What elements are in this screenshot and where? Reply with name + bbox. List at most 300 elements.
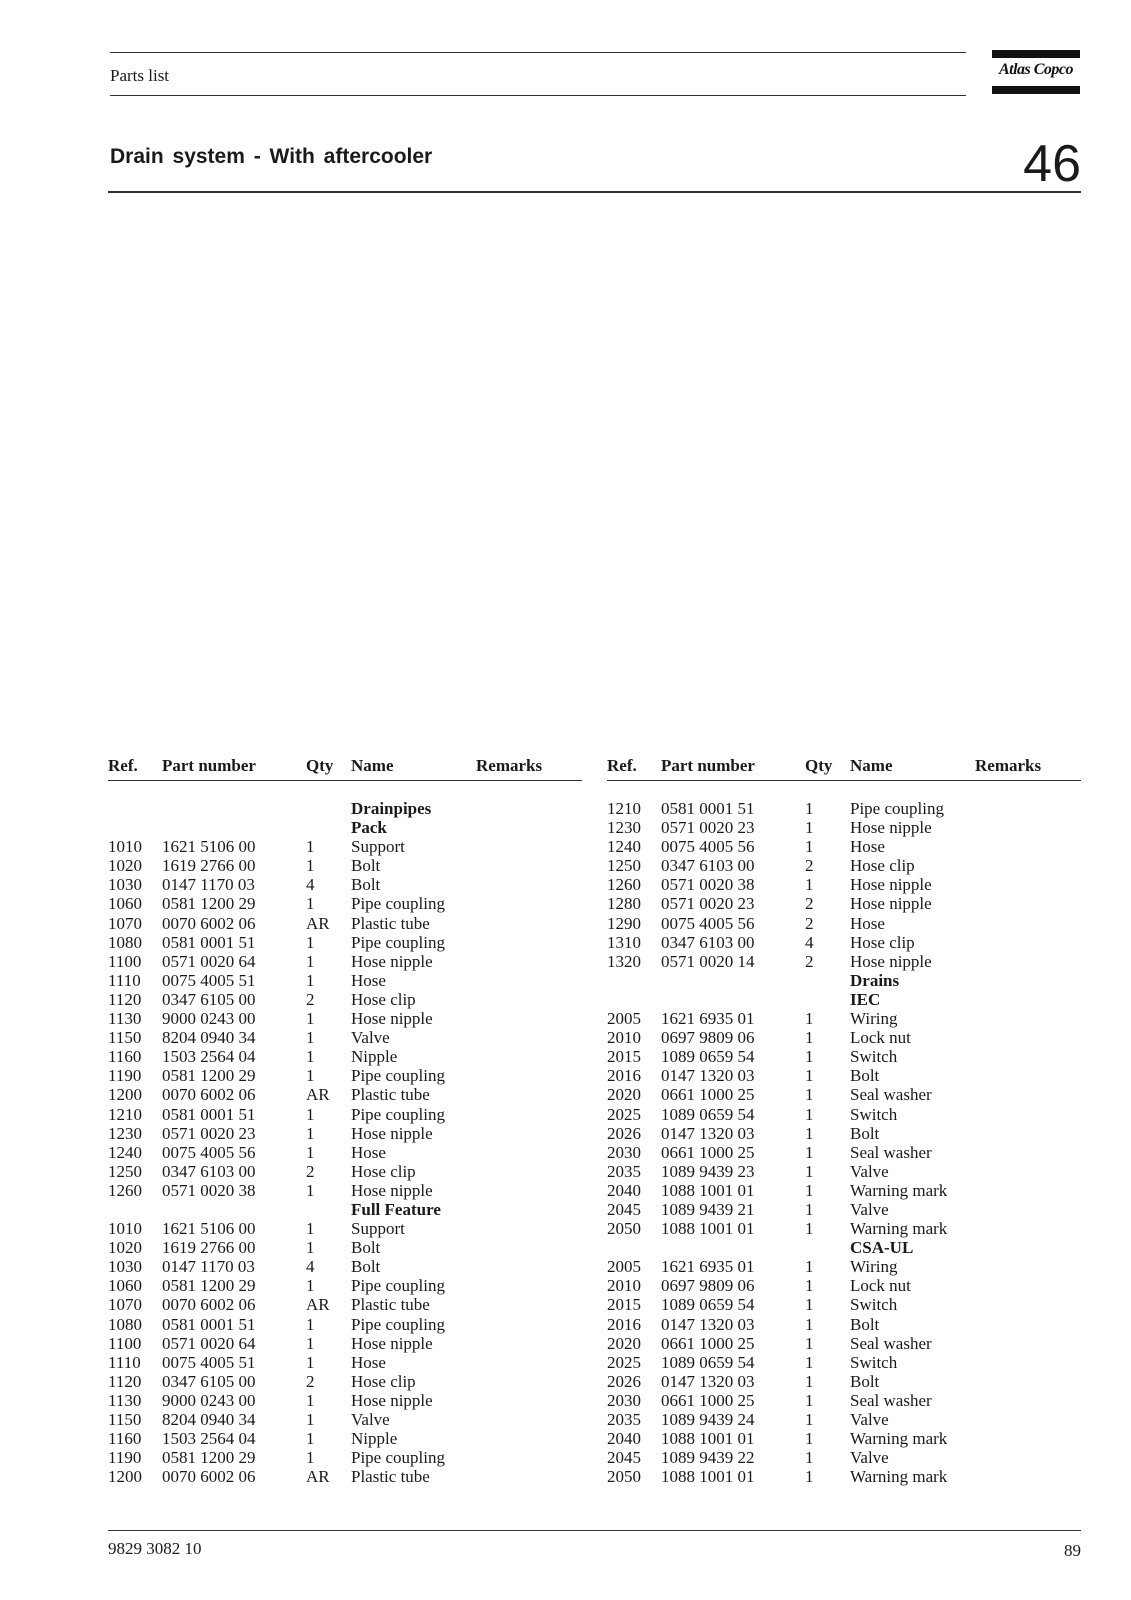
- cell-ref: 1240: [108, 1142, 142, 1162]
- cell-qty: 1: [306, 1448, 315, 1468]
- cell-qty: 1: [805, 1333, 814, 1353]
- header-rule-bottom: [110, 95, 966, 96]
- cell-part-number: 1089 9439 23: [661, 1161, 755, 1181]
- cell-qty: 1: [805, 1142, 814, 1162]
- cell-ref: 1290: [607, 913, 641, 933]
- page-title: Drain system - With aftercooler: [110, 145, 433, 168]
- table-row: [607, 1315, 1081, 1334]
- header-remarks: Remarks: [476, 756, 543, 775]
- cell-name: CSA-UL: [850, 1238, 914, 1258]
- cell-qty: 2: [306, 1161, 315, 1181]
- cell-name: Pipe coupling: [351, 1104, 445, 1124]
- cell-qty: 1: [805, 875, 814, 895]
- cell-name: Bolt: [850, 1314, 880, 1334]
- cell-name: Hose nipple: [850, 818, 932, 838]
- cell-part-number: 0075 4005 51: [162, 1352, 256, 1372]
- cell-part-number: 9000 0243 00: [162, 1009, 256, 1029]
- cell-ref: 1150: [108, 1028, 142, 1048]
- cell-ref: 1070: [108, 1295, 142, 1315]
- table-row: [108, 1295, 582, 1314]
- cell-name: Support: [351, 1219, 405, 1239]
- section-label: Parts list: [110, 66, 170, 85]
- cell-qty: 1: [805, 1314, 814, 1334]
- header-name: Name: [850, 756, 893, 775]
- cell-part-number: 0347 6105 00: [162, 1371, 256, 1391]
- cell-part-number: 0347 6105 00: [162, 989, 256, 1009]
- cell-name: Hose: [351, 1352, 386, 1372]
- cell-name: Seal washer: [850, 1333, 932, 1353]
- cell-part-number: 0075 4005 56: [661, 837, 755, 857]
- cell-ref: 2026: [607, 1371, 641, 1391]
- section-heading-row: [108, 1200, 582, 1219]
- cell-part-number: 0661 1000 25: [661, 1085, 755, 1105]
- cell-qty: 1: [805, 1199, 814, 1219]
- header-remarks: Remarks: [975, 756, 1042, 775]
- cell-part-number: 0347 6103 00: [162, 1161, 256, 1181]
- cell-part-number: 0581 0001 51: [162, 1104, 256, 1124]
- cell-qty: 1: [805, 1009, 814, 1029]
- cell-name: Seal washer: [850, 1390, 932, 1410]
- cell-qty: 1: [306, 856, 315, 876]
- table-row: [607, 1391, 1081, 1410]
- table-row: [108, 1162, 582, 1181]
- header-ref: Ref.: [108, 756, 138, 775]
- cell-name: Lock nut: [850, 1028, 911, 1048]
- cell-part-number: 0070 6002 06: [162, 1085, 256, 1105]
- table-row: [108, 837, 582, 856]
- cell-ref: 1130: [108, 1009, 142, 1029]
- cell-part-number: 0347 6103 00: [661, 932, 755, 952]
- cell-name: Plastic tube: [351, 913, 430, 933]
- table-row: [108, 952, 582, 971]
- table-row: [108, 1085, 582, 1104]
- table-row: [108, 875, 582, 894]
- table-row: [607, 1066, 1081, 1085]
- cell-part-number: 1088 1001 01: [661, 1429, 755, 1449]
- table-row: [108, 1028, 582, 1047]
- cell-qty: 1: [306, 1028, 315, 1048]
- cell-name: Seal washer: [850, 1085, 932, 1105]
- cell-qty: 1: [306, 932, 315, 952]
- cell-qty: 1: [306, 1047, 315, 1067]
- cell-ref: 1060: [108, 1276, 142, 1296]
- cell-part-number: 0075 4005 51: [162, 970, 256, 990]
- cell-qty: 1: [306, 1410, 315, 1429]
- cell-qty: 4: [306, 1257, 315, 1277]
- cell-name: Nipple: [351, 1047, 398, 1067]
- table-row: [607, 1334, 1081, 1353]
- cell-qty: AR: [306, 1085, 330, 1105]
- table-row: [108, 971, 582, 990]
- cell-ref: 2045: [607, 1448, 641, 1468]
- cell-part-number: 0661 1000 25: [661, 1390, 755, 1410]
- logo-wordmark: Atlas Copco: [998, 61, 1074, 78]
- cell-name: Pipe coupling: [351, 1314, 445, 1334]
- cell-part-number: 0147 1170 03: [162, 1257, 255, 1277]
- cell-ref: 1210: [607, 799, 641, 818]
- table-row: [607, 933, 1081, 952]
- cell-part-number: 0661 1000 25: [661, 1333, 755, 1353]
- cell-ref: 1250: [607, 856, 641, 876]
- cell-qty: 1: [805, 1276, 814, 1296]
- cell-name: Switch: [850, 1047, 898, 1067]
- cell-qty: 1: [805, 1371, 814, 1391]
- table-row: [607, 1200, 1081, 1219]
- cell-part-number: 1089 9439 24: [661, 1410, 755, 1429]
- cell-name: Hose nipple: [850, 894, 932, 914]
- cell-ref: 1110: [108, 1352, 141, 1372]
- cell-part-number: 0571 0020 38: [162, 1180, 256, 1200]
- cell-qty: 1: [306, 1390, 315, 1410]
- cell-ref: 1230: [607, 818, 641, 838]
- cell-part-number: 8204 0940 34: [162, 1028, 256, 1048]
- table-row: [607, 1467, 1081, 1486]
- cell-ref: 1210: [108, 1104, 142, 1124]
- cell-ref: 1030: [108, 875, 142, 895]
- cell-part-number: 0147 1320 03: [661, 1123, 755, 1143]
- cell-qty: 2: [306, 989, 315, 1009]
- cell-part-number: 1621 5106 00: [162, 1219, 256, 1239]
- table-row: [108, 1009, 582, 1028]
- cell-ref: 1260: [607, 875, 641, 895]
- table-row: [607, 1410, 1081, 1429]
- cell-ref: 2005: [607, 1257, 641, 1277]
- cell-ref: 2005: [607, 1009, 641, 1029]
- section-heading-row: [108, 818, 582, 837]
- cell-name: Pipe coupling: [351, 1448, 445, 1468]
- cell-qty: 1: [805, 1028, 814, 1048]
- cell-name: Warning mark: [850, 1429, 948, 1449]
- title-rule: [108, 191, 1081, 193]
- cell-ref: 1100: [108, 951, 142, 971]
- table-row: [607, 914, 1081, 933]
- page-number: 89: [1064, 1541, 1081, 1560]
- table-row: [108, 1143, 582, 1162]
- logo-bar-top: [992, 50, 1080, 58]
- cell-ref: 1230: [108, 1123, 142, 1143]
- cell-qty: 1: [805, 1219, 814, 1239]
- cell-qty: 1: [306, 1429, 315, 1449]
- cell-qty: 1: [306, 1104, 315, 1124]
- section-heading-row: [607, 990, 1081, 1009]
- document-number: 9829 3082 10: [108, 1539, 202, 1558]
- cell-name: Hose nipple: [351, 1123, 433, 1143]
- cell-part-number: 0147 1320 03: [661, 1314, 755, 1334]
- cell-name: Pipe coupling: [351, 894, 445, 914]
- cell-qty: 2: [805, 894, 814, 914]
- cell-ref: 2026: [607, 1123, 641, 1143]
- cell-qty: 1: [306, 1333, 315, 1353]
- cell-part-number: 0571 0020 23: [661, 818, 755, 838]
- cell-part-number: 1089 0659 54: [661, 1104, 755, 1124]
- cell-part-number: 1619 2766 00: [162, 856, 256, 876]
- header-part-number: Part number: [162, 756, 256, 775]
- cell-ref: 1260: [108, 1180, 142, 1200]
- table-row: [108, 1047, 582, 1066]
- cell-qty: 2: [805, 856, 814, 876]
- cell-qty: 4: [805, 932, 814, 952]
- table-row: [108, 1334, 582, 1353]
- table-row: [108, 1372, 582, 1391]
- table-row: [607, 1124, 1081, 1143]
- cell-name: IEC: [850, 989, 881, 1009]
- cell-name: Hose nipple: [850, 951, 932, 971]
- cell-ref: 1310: [607, 932, 641, 952]
- cell-name: Bolt: [351, 1238, 381, 1258]
- table-row: [607, 1009, 1081, 1028]
- cell-qty: 1: [805, 1066, 814, 1086]
- cell-name: Bolt: [850, 1371, 880, 1391]
- cell-part-number: 0147 1320 03: [661, 1066, 755, 1086]
- table-row: [607, 799, 1081, 818]
- cell-qty: 1: [805, 1352, 814, 1372]
- parts-table-right: [607, 756, 1081, 1486]
- table-row: [607, 1162, 1081, 1181]
- cell-part-number: 0697 9809 06: [661, 1276, 755, 1296]
- cell-part-number: 1088 1001 01: [661, 1180, 755, 1200]
- cell-part-number: 1089 0659 54: [661, 1352, 755, 1372]
- cell-part-number: 0147 1320 03: [661, 1371, 755, 1391]
- cell-ref: 2030: [607, 1390, 641, 1410]
- table-row: [108, 1276, 582, 1295]
- cell-ref: 1100: [108, 1333, 142, 1353]
- table-row: [607, 1085, 1081, 1104]
- cell-name: Hose: [351, 1142, 386, 1162]
- cell-ref: 1200: [108, 1467, 142, 1487]
- cell-part-number: 1088 1001 01: [661, 1219, 755, 1239]
- cell-part-number: 0070 6002 06: [162, 913, 256, 933]
- table-row: [607, 894, 1081, 913]
- cell-name: Hose clip: [351, 1371, 416, 1391]
- cell-part-number: 0347 6103 00: [661, 856, 755, 876]
- cell-qty: 1: [306, 951, 315, 971]
- cell-qty: 1: [805, 1047, 814, 1067]
- cell-ref: 1250: [108, 1161, 142, 1181]
- table-row: [607, 818, 1081, 837]
- cell-part-number: 1621 6935 01: [661, 1257, 755, 1277]
- cell-part-number: 0581 1200 29: [162, 894, 256, 914]
- cell-ref: 1070: [108, 913, 142, 933]
- header-qty: Qty: [306, 756, 334, 775]
- footer-rule: [108, 1530, 1081, 1531]
- cell-part-number: 0075 4005 56: [661, 913, 755, 933]
- cell-name: Hose clip: [351, 1161, 416, 1181]
- cell-part-number: 0147 1170 03: [162, 875, 255, 895]
- cell-part-number: 0581 1200 29: [162, 1276, 256, 1296]
- table-row: [607, 837, 1081, 856]
- table-row: [108, 1391, 582, 1410]
- table-row: [108, 1315, 582, 1334]
- cell-qty: 2: [306, 1371, 315, 1391]
- cell-name: Full Feature: [351, 1199, 441, 1219]
- cell-ref: 1080: [108, 932, 142, 952]
- table-header: [108, 756, 582, 781]
- cell-qty: 1: [805, 1104, 814, 1124]
- cell-part-number: 0070 6002 06: [162, 1467, 256, 1487]
- header-name: Name: [351, 756, 394, 775]
- table-row: [108, 1410, 582, 1429]
- cell-name: Hose nipple: [351, 1009, 433, 1029]
- cell-ref: 1110: [108, 970, 141, 990]
- cell-qty: 1: [805, 799, 814, 818]
- cell-part-number: 0581 0001 51: [162, 932, 256, 952]
- cell-name: Plastic tube: [351, 1085, 430, 1105]
- table-row: [607, 1028, 1081, 1047]
- cell-part-number: 0070 6002 06: [162, 1295, 256, 1315]
- header-part-number: Part number: [661, 756, 755, 775]
- cell-name: Hose nipple: [351, 1180, 433, 1200]
- header-rule-top: [110, 52, 966, 53]
- cell-name: Valve: [850, 1199, 889, 1219]
- cell-ref: 1190: [108, 1448, 142, 1468]
- cell-qty: 1: [306, 837, 315, 857]
- cell-ref: 1010: [108, 837, 142, 857]
- cell-qty: 1: [805, 1123, 814, 1143]
- cell-ref: 1160: [108, 1429, 142, 1449]
- cell-name: Plastic tube: [351, 1295, 430, 1315]
- cell-qty: 1: [805, 1390, 814, 1410]
- cell-ref: 1020: [108, 1238, 142, 1258]
- cell-ref: 2016: [607, 1314, 641, 1334]
- cell-part-number: 0581 1200 29: [162, 1066, 256, 1086]
- cell-name: Switch: [850, 1295, 898, 1315]
- table-row: [607, 1047, 1081, 1066]
- cell-qty: 1: [805, 1180, 814, 1200]
- table-row: [607, 1143, 1081, 1162]
- table-row: [108, 1066, 582, 1085]
- cell-qty: 1: [805, 1295, 814, 1315]
- cell-part-number: 1089 0659 54: [661, 1047, 755, 1067]
- table-row: [607, 856, 1081, 875]
- cell-name: Hose nipple: [850, 875, 932, 895]
- cell-part-number: 1619 2766 00: [162, 1238, 256, 1258]
- table-row: [607, 1448, 1081, 1467]
- cell-ref: 2016: [607, 1066, 641, 1086]
- cell-ref: 2015: [607, 1047, 641, 1067]
- cell-ref: 2050: [607, 1219, 641, 1239]
- cell-ref: 1020: [108, 856, 142, 876]
- table-row: [108, 856, 582, 875]
- cell-part-number: 0571 0020 64: [162, 1333, 256, 1353]
- cell-name: Bolt: [850, 1123, 880, 1143]
- cell-qty: 1: [306, 1009, 315, 1029]
- cell-ref: 1130: [108, 1390, 142, 1410]
- cell-part-number: 1621 6935 01: [661, 1009, 755, 1029]
- cell-qty: 1: [306, 894, 315, 914]
- cell-name: Hose nipple: [351, 1333, 433, 1353]
- cell-name: Pipe coupling: [351, 932, 445, 952]
- cell-name: Pipe coupling: [850, 799, 944, 818]
- header-qty: Qty: [805, 756, 833, 775]
- atlas-copco-logo: [992, 50, 1080, 94]
- cell-part-number: 0571 0020 14: [661, 951, 755, 971]
- cell-part-number: 0571 0020 64: [162, 951, 256, 971]
- cell-ref: 1160: [108, 1047, 142, 1067]
- cell-qty: 1: [805, 1257, 814, 1277]
- table-row: [108, 914, 582, 933]
- cell-part-number: 1621 5106 00: [162, 837, 256, 857]
- cell-name: Warning mark: [850, 1467, 948, 1487]
- chapter-number: 46: [1023, 135, 1081, 193]
- cell-qty: 1: [306, 1066, 315, 1086]
- cell-name: Nipple: [351, 1429, 398, 1449]
- cell-qty: 1: [306, 1123, 315, 1143]
- cell-ref: 1080: [108, 1314, 142, 1334]
- cell-ref: 2020: [607, 1333, 641, 1353]
- table-row: [607, 875, 1081, 894]
- cell-qty: 1: [805, 818, 814, 838]
- cell-ref: 1010: [108, 1219, 142, 1239]
- cell-ref: 2015: [607, 1295, 641, 1315]
- cell-part-number: 0571 0020 23: [162, 1123, 256, 1143]
- table-row: [607, 1372, 1081, 1391]
- cell-name: Hose: [351, 970, 386, 990]
- cell-name: Valve: [351, 1410, 390, 1429]
- cell-qty: 4: [306, 875, 315, 895]
- cell-name: Bolt: [351, 875, 381, 895]
- table-row: [108, 1353, 582, 1372]
- table-row: [108, 1467, 582, 1486]
- cell-ref: 1240: [607, 837, 641, 857]
- cell-name: Support: [351, 837, 405, 857]
- cell-ref: 1030: [108, 1257, 142, 1277]
- table-row: [607, 1257, 1081, 1276]
- cell-name: Bolt: [850, 1066, 880, 1086]
- cell-qty: 1: [306, 1352, 315, 1372]
- cell-name: Hose nipple: [351, 951, 433, 971]
- table-row: [108, 1124, 582, 1143]
- table-row: [108, 1257, 582, 1276]
- cell-name: Hose nipple: [351, 1390, 433, 1410]
- cell-ref: 1200: [108, 1085, 142, 1105]
- cell-qty: 1: [805, 1429, 814, 1449]
- cell-name: Bolt: [351, 1257, 381, 1277]
- cell-name: Bolt: [351, 856, 381, 876]
- table-row: [607, 952, 1081, 971]
- cell-part-number: 0697 9809 06: [661, 1028, 755, 1048]
- cell-ref: 1150: [108, 1410, 142, 1429]
- cell-name: Switch: [850, 1104, 898, 1124]
- cell-part-number: 9000 0243 00: [162, 1390, 256, 1410]
- cell-name: Wiring: [850, 1009, 898, 1029]
- cell-qty: 1: [306, 1142, 315, 1162]
- cell-ref: 1320: [607, 951, 641, 971]
- header-ref: Ref.: [607, 756, 637, 775]
- cell-ref: 1280: [607, 894, 641, 914]
- cell-name: Lock nut: [850, 1276, 911, 1296]
- cell-name: Hose clip: [351, 989, 416, 1009]
- cell-part-number: 1089 9439 22: [661, 1448, 755, 1468]
- section-heading-row: [607, 1238, 1081, 1257]
- cell-ref: 2045: [607, 1199, 641, 1219]
- table-row: [607, 1181, 1081, 1200]
- cell-ref: 2030: [607, 1142, 641, 1162]
- cell-qty: 1: [306, 970, 315, 990]
- cell-ref: 2025: [607, 1352, 641, 1372]
- cell-name: Warning mark: [850, 1180, 948, 1200]
- cell-part-number: 0581 0001 51: [661, 799, 755, 818]
- logo-bar-bottom: [992, 86, 1080, 94]
- cell-qty: 1: [306, 1180, 315, 1200]
- cell-part-number: 1503 2564 04: [162, 1429, 256, 1449]
- cell-name: Hose: [850, 913, 885, 933]
- cell-qty: 2: [805, 951, 814, 971]
- cell-name: Pipe coupling: [351, 1276, 445, 1296]
- cell-qty: AR: [306, 1295, 330, 1315]
- cell-qty: AR: [306, 1467, 330, 1487]
- cell-part-number: 8204 0940 34: [162, 1410, 256, 1429]
- cell-qty: 2: [805, 913, 814, 933]
